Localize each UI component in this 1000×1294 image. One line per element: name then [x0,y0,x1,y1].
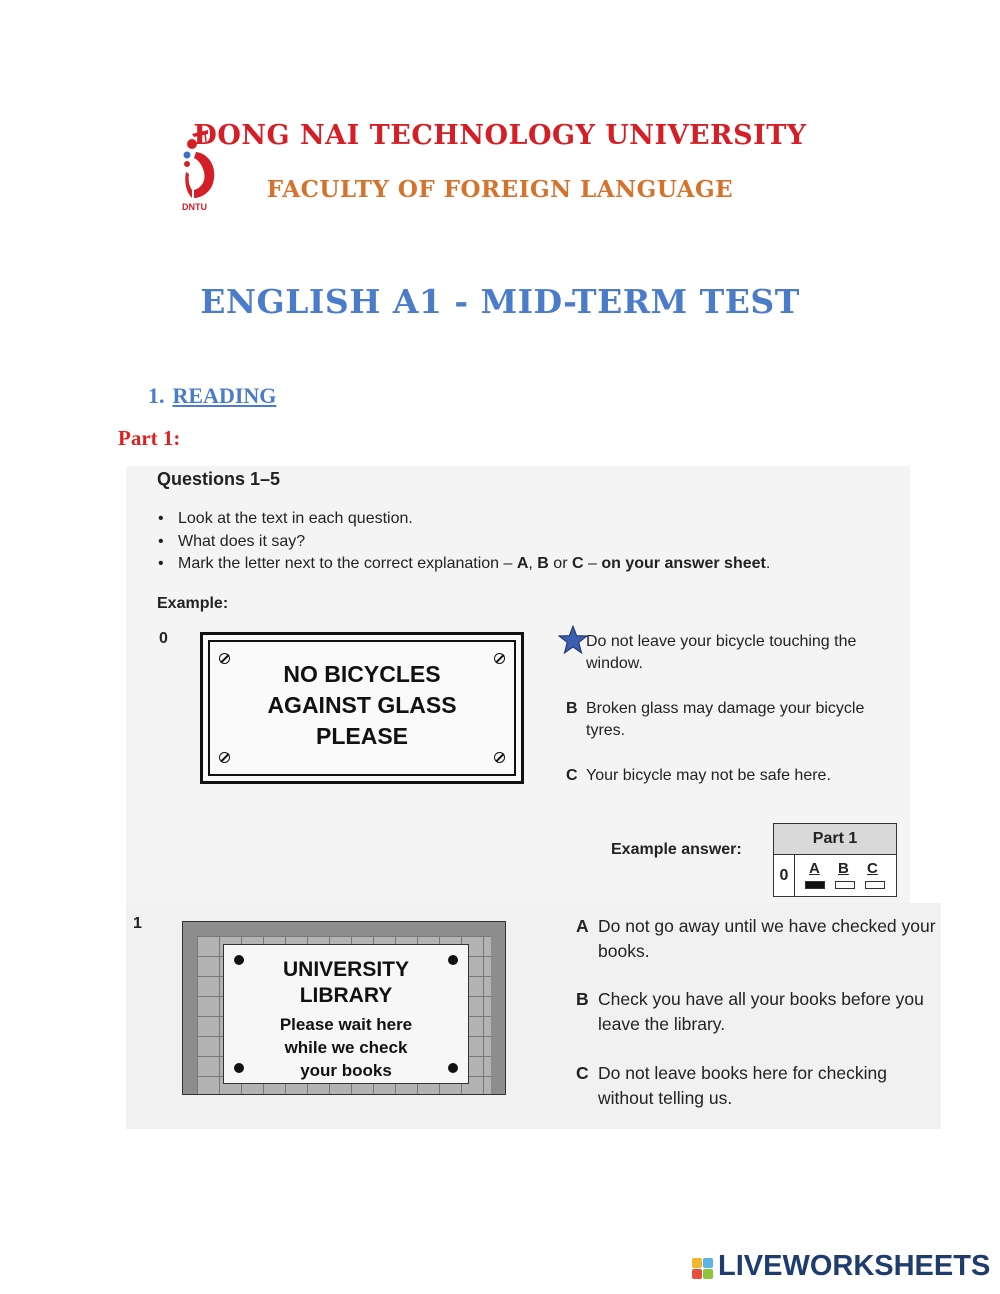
question1-option-c[interactable] [576,1061,938,1111]
test-title: ENGLISH A1 - MID-TERM TEST [200,282,800,321]
option-text: Check you have all your books before you leave the library. [598,989,924,1034]
instruction-item: • What does it say? [158,531,770,554]
option-key: C [566,767,578,784]
option-key: B [576,989,589,1009]
grid-row-number: 0 [774,855,795,896]
sign-line: AGAINST GLASS [267,692,457,718]
screw-icon [219,752,230,763]
sign-plate [223,944,469,1084]
answer-box[interactable] [865,881,885,889]
example-number: 0 [159,630,168,647]
sign-title: UNIVERSITY LIBRARY [282,958,410,1007]
sign-text [203,659,521,752]
grid-letter: A [809,860,820,877]
option-key: C [576,1063,589,1083]
section-label: READING [172,383,277,408]
question1-option-a[interactable] [576,914,938,964]
logo-square-icon [703,1258,713,1268]
instruction-item: • Look at the text in each question. [158,508,770,531]
grid-header: Part 1 [774,824,896,855]
instructions-list [158,508,770,576]
example-answer-grid [773,823,897,897]
faculty-name: FACULTY OF FOREIGN LANGUAGE [266,176,734,203]
logo-text: DNTU [182,202,207,212]
option-key: A [576,916,589,936]
sign-line: PLEASE [315,723,409,749]
option-text: Do not go away until we have checked your books. [598,916,936,961]
option-key: B [566,700,578,717]
example-answer-label: Example answer: [611,841,742,858]
university-name: DONG NAI TECHNOLOGY UNIVERSITY [193,120,807,151]
option-text: Broken glass may damage your bicycle tyres. [586,700,865,739]
brand-name: LIVEWORKSHEETS [718,1250,991,1282]
logo-square-icon [692,1269,702,1279]
option-text: Do not leave your bicycle touching the window. [586,633,857,672]
question-number: 1 [133,915,142,932]
grid-letter: C [867,860,878,877]
example-option-b [566,698,906,744]
section-heading [148,383,276,409]
answer-box-selected[interactable] [805,881,825,889]
liveworksheets-logo [692,1252,992,1284]
instruction-item: • Mark the letter next to the correct explanation – A, B or C – on your answer sheet. [158,553,770,576]
grid-letter: B [838,860,849,877]
part-label: Part 1: [118,426,181,450]
option-text: Your bicycle may not be safe here. [586,767,831,784]
sign-line: NO BICYCLES [283,661,441,687]
option-text: Do not leave books here for checking without telling us. [598,1063,887,1108]
questions-heading: Questions 1–5 [157,469,281,489]
example-option-a [566,631,906,677]
question1-option-b[interactable] [576,987,938,1037]
section-number: 1. [148,383,165,408]
example-label: Example: [157,595,229,612]
answer-box[interactable] [835,881,855,889]
example-option-c [566,765,906,789]
library-sign [182,921,506,1095]
sign-message: Please wait here while we check your books [279,1015,413,1080]
logo-square-icon [703,1269,713,1279]
logo-square-icon [692,1258,702,1268]
screw-icon [494,752,505,763]
example-sign [200,632,524,784]
